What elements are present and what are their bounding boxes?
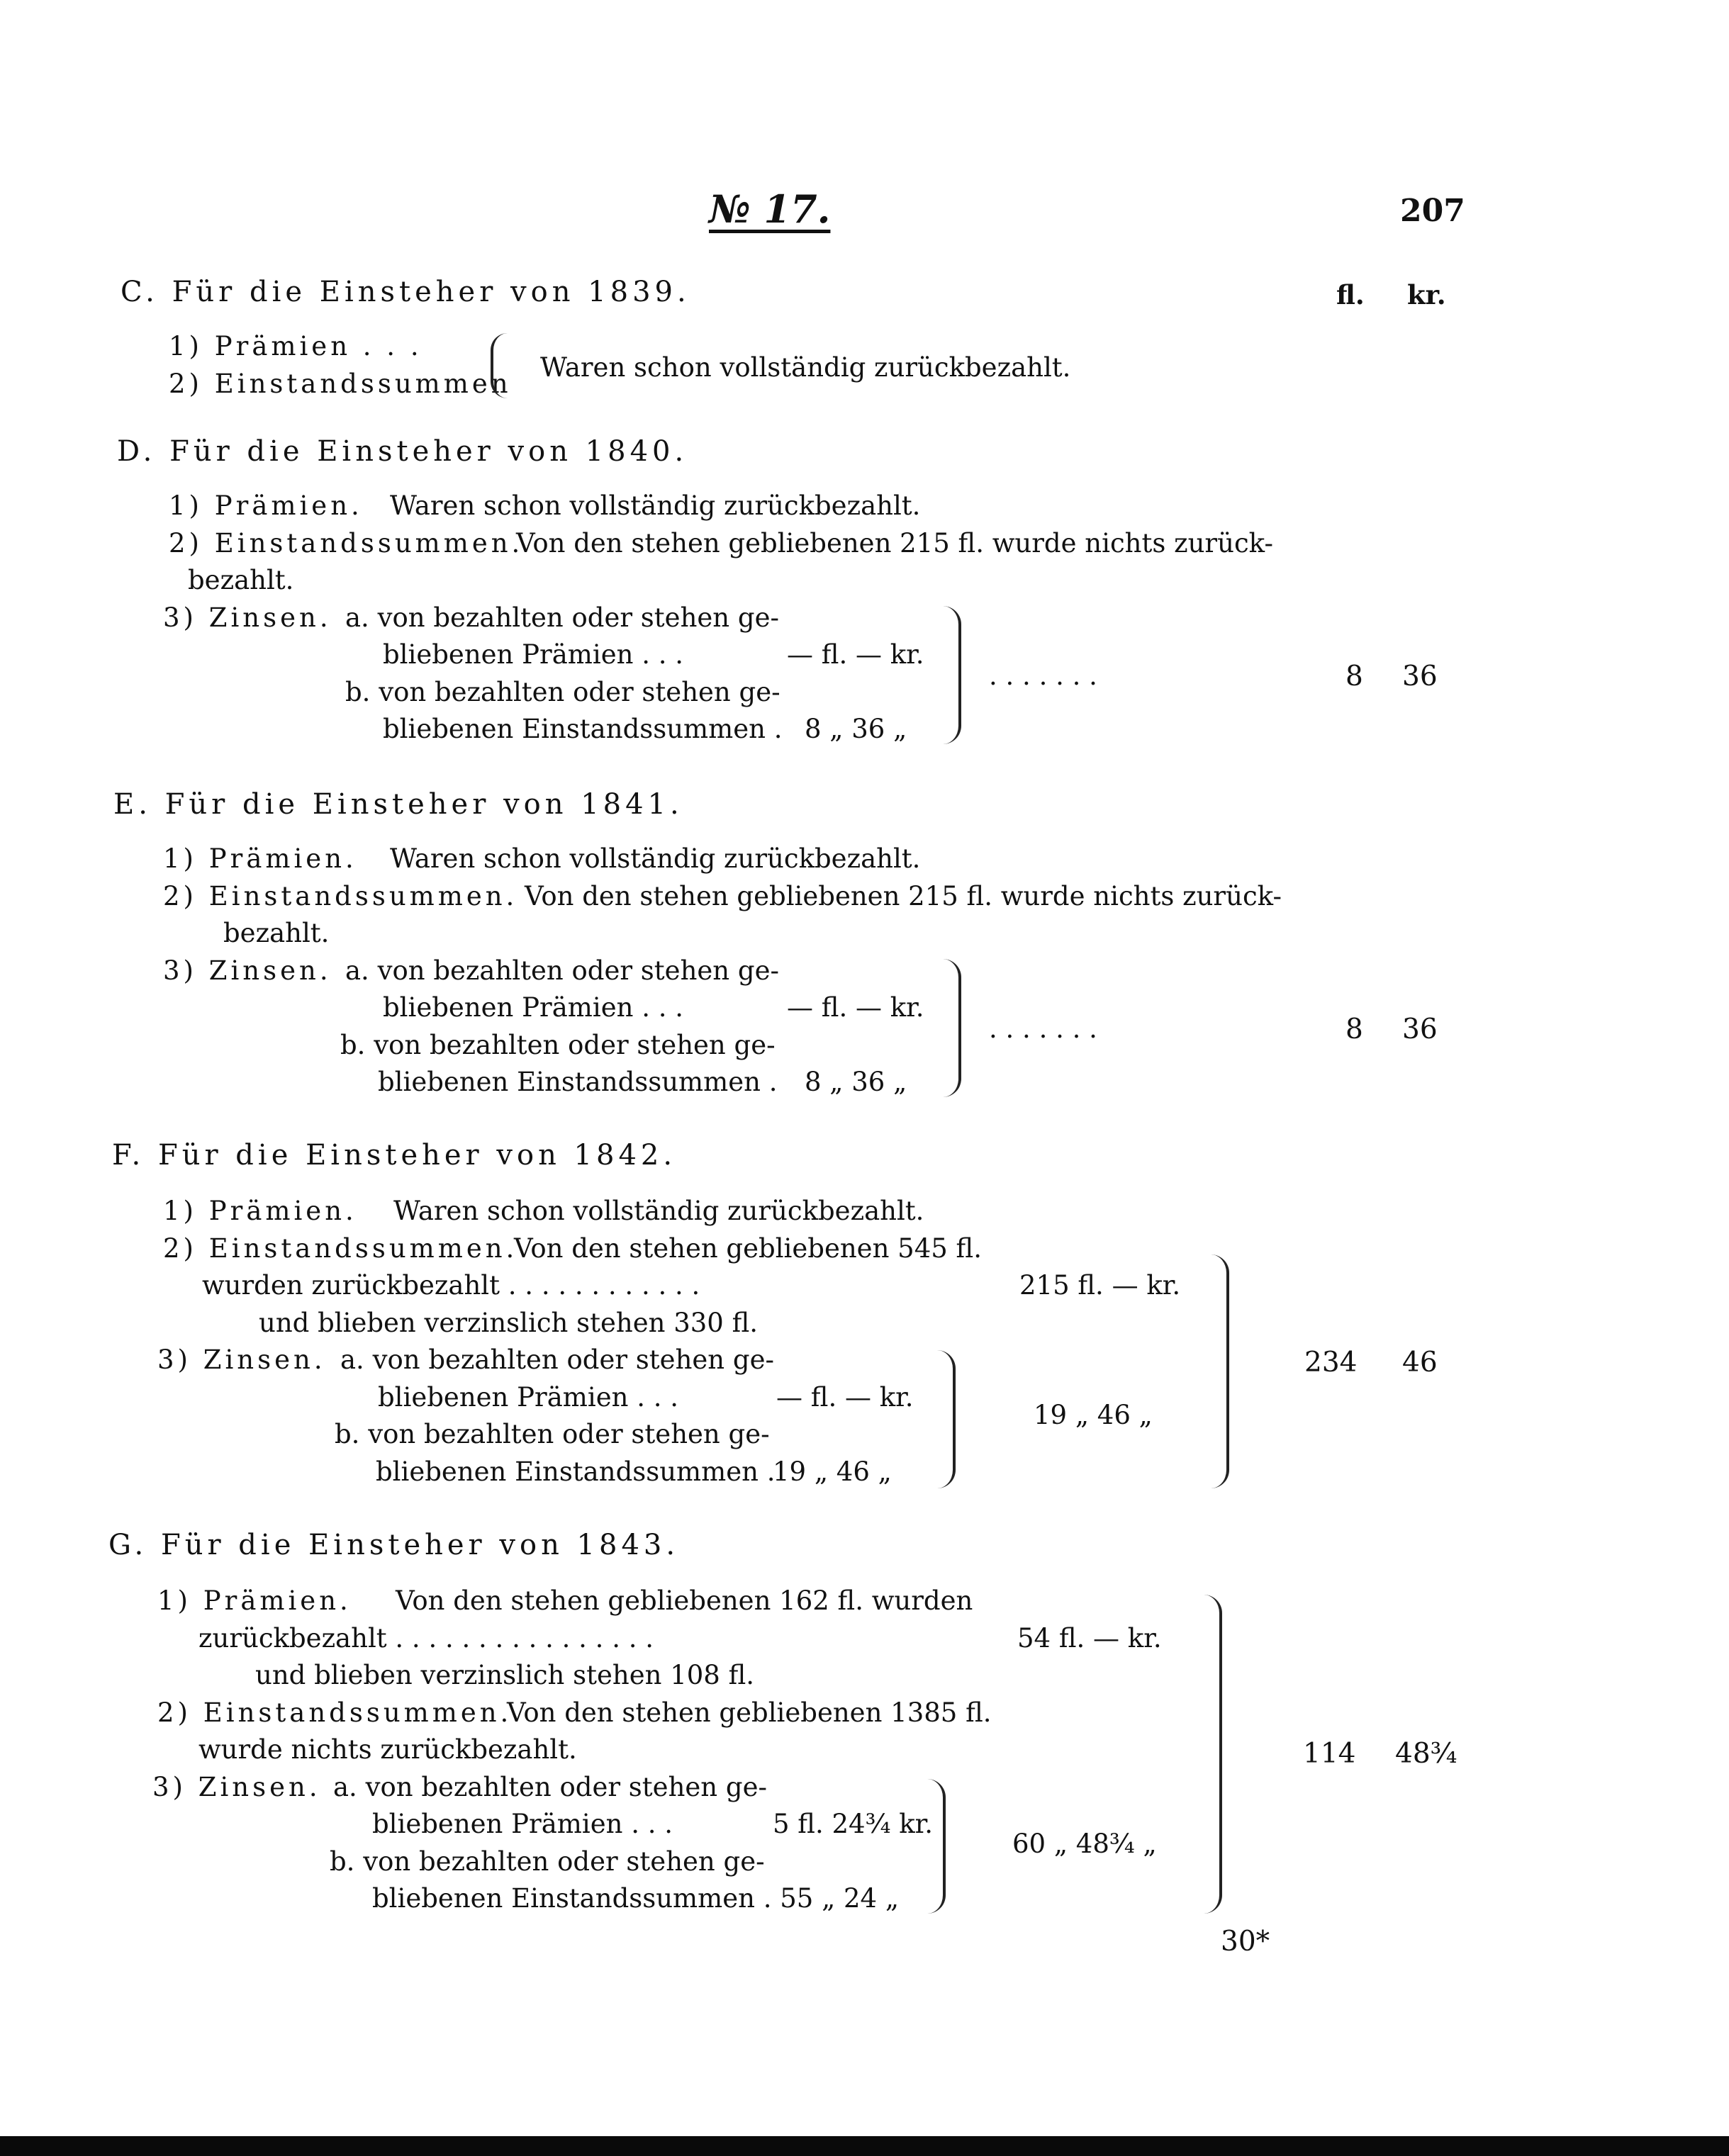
section-g-item-3-head: 3) Zinsen. xyxy=(152,1772,321,1802)
section-g-zinsen-brace xyxy=(927,1779,946,1914)
section-d-title: D. Für die Einsteher von 1840. xyxy=(117,435,688,468)
section-d-item-1-text: Waren schon vollständig zurückbezahlt. xyxy=(390,490,921,521)
section-c-item-1: 1) Prämien . . . xyxy=(169,331,423,361)
section-d-a-line-1: a. von bezahlten oder stehen ge- xyxy=(345,602,779,633)
section-e-item-1-head: 1) Prämien. xyxy=(163,843,357,874)
column-header-kr: kr. xyxy=(1407,279,1446,310)
section-g-item-2-cont: wurde nichts zurückbezahlt. xyxy=(198,1734,577,1765)
section-f-item-3-value: 19 „ 46 „ xyxy=(1034,1400,1153,1430)
section-g-item-2-head: 2) Einstandssummen. xyxy=(157,1697,513,1728)
section-e-b-value: 8 „ 36 „ xyxy=(805,1067,907,1097)
section-e-item-2-head: 2) Einstandssummen. xyxy=(163,881,518,911)
section-e-item-3-head: 3) Zinsen. xyxy=(163,955,332,986)
section-f-item-2-value: 215 fl. — kr. xyxy=(1019,1270,1181,1301)
section-e-a-value: — fl. — kr. xyxy=(787,992,924,1023)
section-e-a-line-2: bliebenen Prämien . . . xyxy=(383,992,684,1023)
section-d-item-1-head: 1) Prämien. xyxy=(169,490,363,521)
section-e-item-2-cont: bezahlt. xyxy=(223,918,330,948)
section-d-item-2-text: Von den stehen gebliebenen 215 fl. wurde nichts zurück- xyxy=(516,528,1273,558)
section-f-total-brace xyxy=(1211,1254,1229,1488)
section-e-a-line-1: a. von bezahlten oder stehen ge- xyxy=(345,955,779,986)
section-g-a-line-2: bliebenen Prämien . . . xyxy=(372,1809,673,1839)
section-f-a-value: — fl. — kr. xyxy=(776,1382,914,1413)
section-f-item-3-head: 3) Zinsen. xyxy=(157,1344,326,1375)
section-f-item-2-rest: und blieben verzinslich stehen 330 fl. xyxy=(259,1308,759,1338)
section-g-item-3-value: 60 „ 48¾ „ xyxy=(1012,1829,1157,1859)
section-d-item-3-head: 3) Zinsen. xyxy=(163,602,332,633)
section-c-note: Waren schon vollständig zurückbezahlt. xyxy=(540,352,1071,383)
section-f-b-value: 19 „ 46 „ xyxy=(773,1456,892,1487)
section-f-total-kr: 46 xyxy=(1402,1347,1438,1379)
section-f-title: F. Für die Einsteher von 1842. xyxy=(112,1139,677,1172)
section-d-a-value: — fl. — kr. xyxy=(787,639,924,670)
section-e-item-2-text: Von den stehen gebliebenen 215 fl. wurde nichts zurück- xyxy=(525,881,1282,911)
section-g-item-1-cont: zurückbezahlt . . . . . . . . . . . . . . . . xyxy=(198,1623,654,1654)
section-g-title: G. Für die Einsteher von 1843. xyxy=(108,1529,680,1561)
section-e-item-1-text: Waren schon vollständig zurückbezahlt. xyxy=(390,843,921,874)
section-f-b-line-1: b. von bezahlten oder stehen ge- xyxy=(335,1419,770,1449)
section-e-total-fl: 8 xyxy=(1345,1014,1363,1045)
section-f-item-2-head: 2) Einstandssummen. xyxy=(163,1233,518,1264)
section-g-b-line-1: b. von bezahlten oder stehen ge- xyxy=(330,1846,765,1877)
section-d-b-line-1: b. von bezahlten oder stehen ge- xyxy=(345,677,780,707)
section-f-zinsen-brace xyxy=(937,1350,956,1488)
scan-bottom-edge xyxy=(0,2136,1729,2156)
section-c-item-2: 2) Einstandssummen xyxy=(169,369,512,399)
section-e-brace xyxy=(943,959,961,1097)
section-d-b-line-2: bliebenen Einstandssummen . xyxy=(383,714,783,744)
section-g-total-fl: 114 xyxy=(1303,1738,1356,1770)
section-e-title: E. Für die Einsteher von 1841. xyxy=(113,788,683,821)
section-e-dots: . . . . . . . xyxy=(989,1014,1097,1044)
section-d-total-kr: 36 xyxy=(1402,661,1438,692)
document-number: № 17. xyxy=(709,186,831,232)
section-f-a-line-2: bliebenen Prämien . . . xyxy=(378,1382,679,1413)
section-d-item-2-cont: bezahlt. xyxy=(188,565,294,595)
section-d-total-fl: 8 xyxy=(1345,661,1363,692)
page-number: 207 xyxy=(1400,193,1465,229)
section-f-item-1-text: Waren schon vollständig zurückbezahlt. xyxy=(393,1196,924,1226)
section-c-brace xyxy=(491,333,508,398)
section-d-brace xyxy=(943,606,961,744)
section-f-total-fl: 234 xyxy=(1304,1347,1358,1379)
section-f-item-2-text: Von den stehen gebliebenen 545 fl. xyxy=(514,1233,982,1264)
section-d-a-line-2: bliebenen Prämien . . . xyxy=(383,639,684,670)
section-g-total-kr: 48¾ xyxy=(1395,1738,1457,1770)
section-g-item-1-rest: und blieben verzinslich stehen 108 fl. xyxy=(255,1660,755,1690)
signature-mark: 30* xyxy=(1221,1926,1270,1958)
section-g-b-line-2: bliebenen Einstandssummen . 55 „ 24 „ xyxy=(372,1883,900,1914)
section-g-total-brace xyxy=(1204,1595,1222,1914)
section-e-b-line-1: b. von bezahlten oder stehen ge- xyxy=(340,1030,776,1060)
section-d-b-value: 8 „ 36 „ xyxy=(805,714,907,744)
section-g-a-line-1: a. von bezahlten oder stehen ge- xyxy=(333,1772,767,1802)
section-f-b-line-2: bliebenen Einstandssummen . xyxy=(376,1456,776,1487)
section-d-item-2-head: 2) Einstandssummen. xyxy=(169,528,524,558)
section-g-item-1-value: 54 fl. — kr. xyxy=(1017,1623,1162,1654)
section-f-item-2-cont: wurden zurückbezahlt . . . . . . . . . . . . xyxy=(202,1270,700,1301)
section-f-item-1-head: 1) Prämien. xyxy=(163,1196,357,1226)
section-d-dots: . . . . . . . xyxy=(989,661,1097,691)
column-header-fl: fl. xyxy=(1336,279,1365,310)
section-c-title: C. Für die Einsteher von 1839. xyxy=(121,276,690,308)
section-f-a-line-1: a. von bezahlten oder stehen ge- xyxy=(340,1344,774,1375)
section-e-b-line-2: bliebenen Einstandssummen . xyxy=(378,1067,778,1097)
section-g-a-value: 5 fl. 24¾ kr. xyxy=(773,1809,934,1839)
section-e-total-kr: 36 xyxy=(1402,1014,1438,1045)
section-g-item-1-text: Von den stehen gebliebenen 162 fl. wurden xyxy=(396,1585,973,1616)
section-g-item-2-text: Von den stehen gebliebenen 1385 fl. xyxy=(507,1697,992,1728)
section-g-item-1-head: 1) Prämien. xyxy=(157,1585,352,1616)
